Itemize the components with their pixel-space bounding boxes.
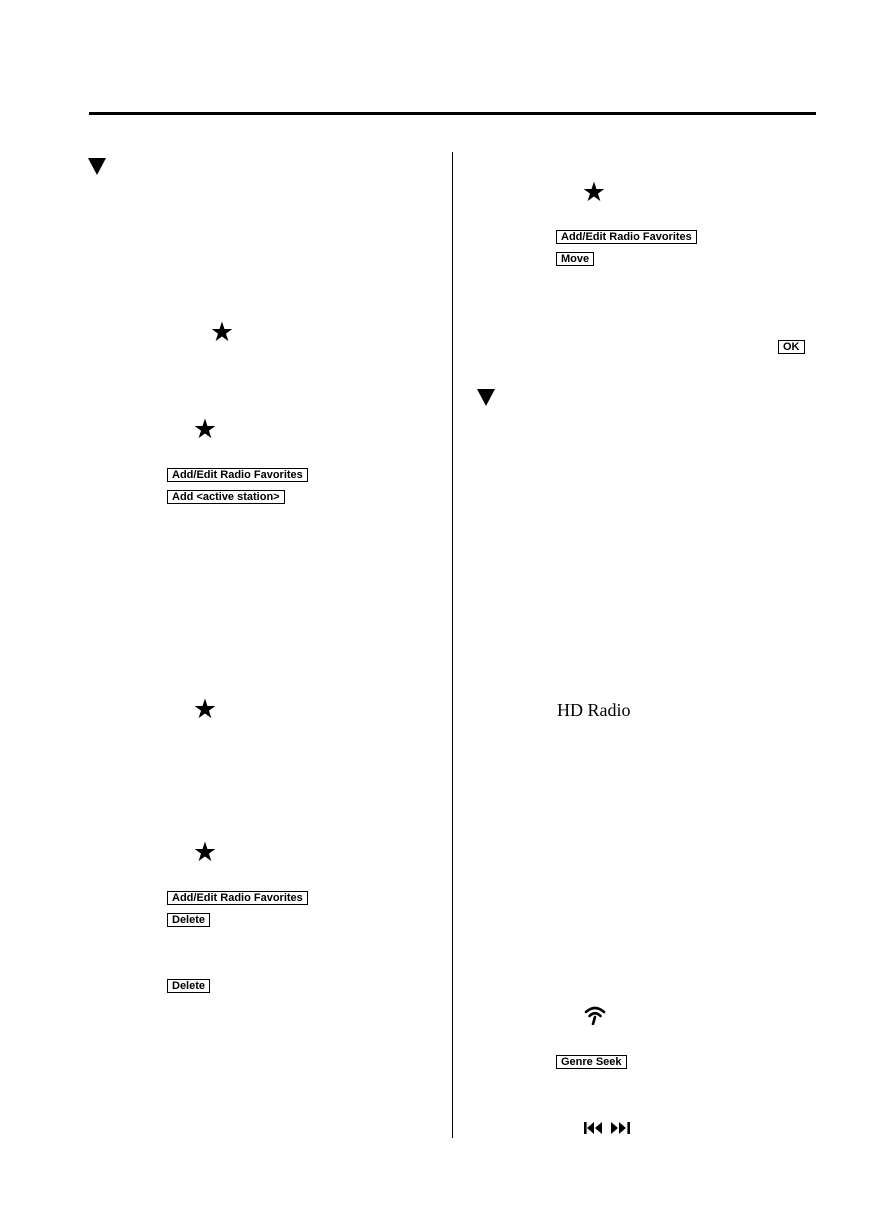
column-divider bbox=[452, 152, 453, 1138]
star-icon: ★ bbox=[209, 316, 235, 348]
move-key: Move bbox=[556, 252, 594, 266]
hd-radio-text: HD Radio bbox=[557, 700, 631, 720]
add-edit-radio-favorites-key: Add/Edit Radio Favorites bbox=[167, 891, 308, 905]
seek-forward-icon bbox=[609, 1120, 631, 1136]
star-icon: ★ bbox=[192, 693, 218, 725]
header-rule bbox=[89, 112, 816, 115]
star-icon: ★ bbox=[581, 176, 607, 208]
hd-signal-icon bbox=[584, 1005, 606, 1025]
ok-key: OK bbox=[778, 340, 805, 354]
delete-key: Delete bbox=[167, 979, 210, 993]
section-marker-icon bbox=[477, 389, 495, 406]
add-active-station-key: Add <active station> bbox=[167, 490, 285, 504]
section-marker-icon bbox=[88, 158, 106, 175]
genre-seek-key: Genre Seek bbox=[556, 1055, 627, 1069]
add-edit-radio-favorites-key: Add/Edit Radio Favorites bbox=[556, 230, 697, 244]
delete-key: Delete bbox=[167, 913, 210, 927]
star-icon: ★ bbox=[192, 836, 218, 868]
add-edit-radio-favorites-key: Add/Edit Radio Favorites bbox=[167, 468, 308, 482]
seek-back-icon bbox=[583, 1120, 605, 1136]
star-icon: ★ bbox=[192, 413, 218, 445]
